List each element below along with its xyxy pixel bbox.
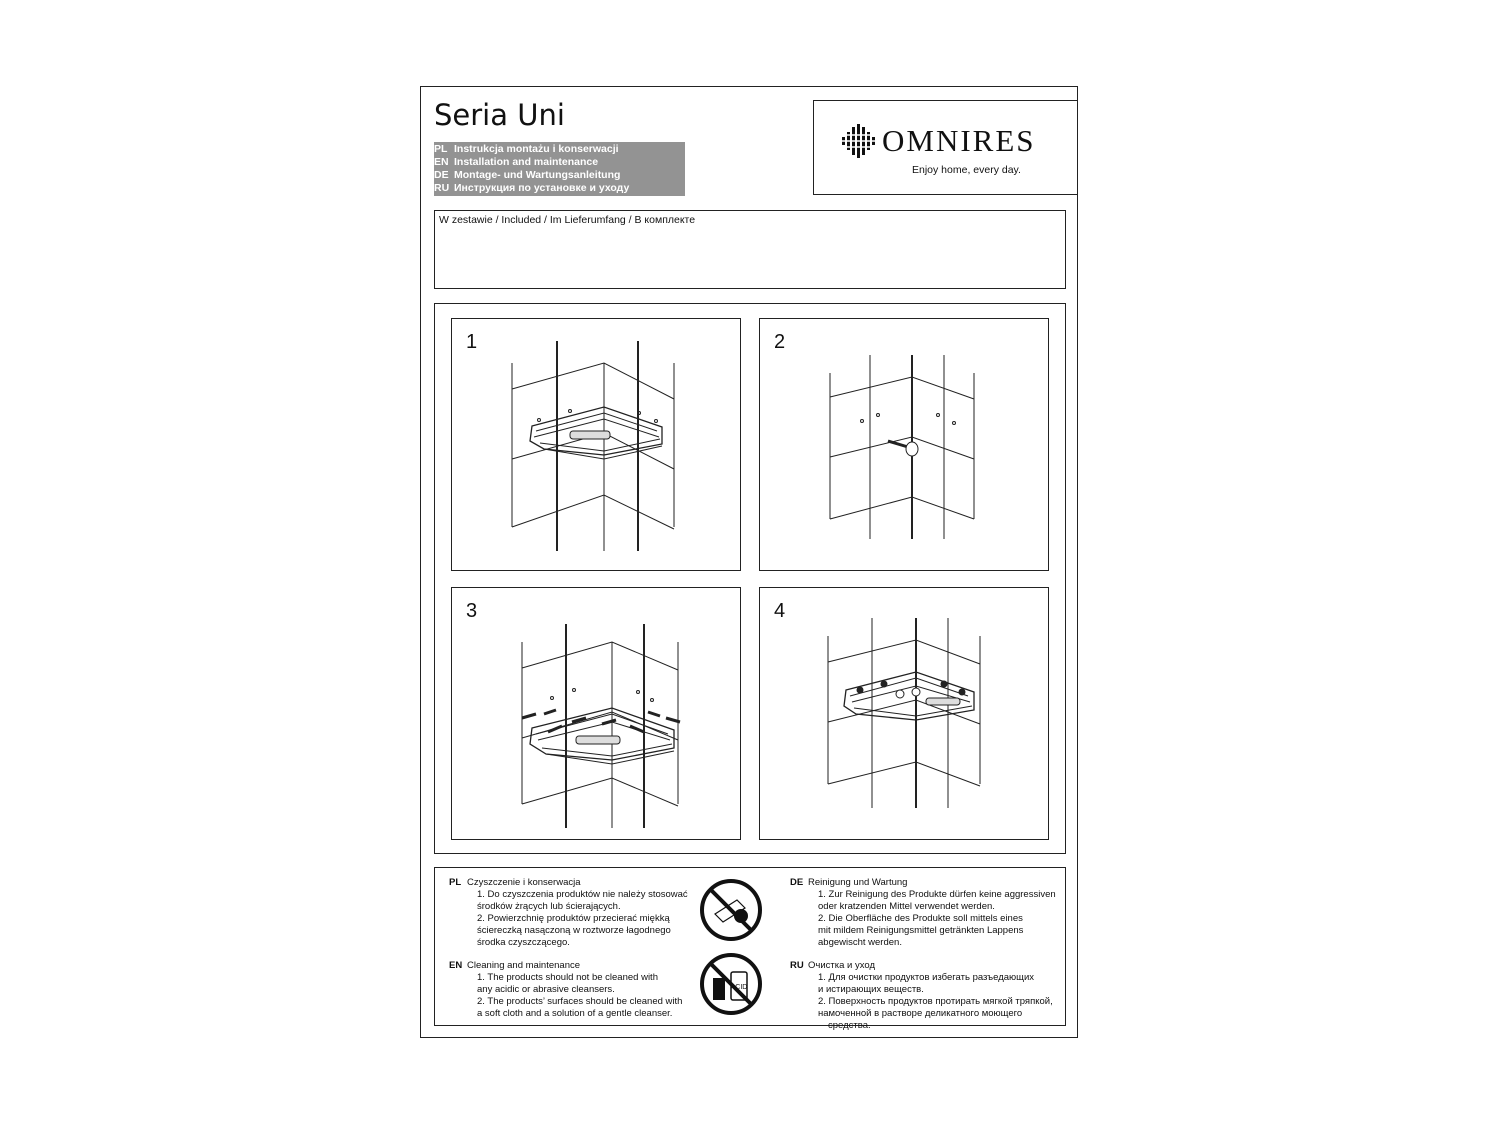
brand-name: OMNIRES bbox=[882, 123, 1036, 158]
care-title: Cleaning and maintenance bbox=[467, 960, 581, 971]
care-line: any acidic or abrasive cleansers. bbox=[477, 984, 615, 995]
instruction-sheet bbox=[420, 86, 1078, 1038]
language-row-de bbox=[434, 169, 685, 182]
step-number: 4 bbox=[774, 600, 786, 622]
care-block-de bbox=[790, 877, 1065, 949]
no-acid-icon bbox=[699, 952, 763, 1016]
brand-tagline: Enjoy home, every day. bbox=[912, 164, 1021, 176]
care-language-code: RU bbox=[790, 960, 804, 971]
care-line: ściereczką nasączoną w roztworze łagodnego bbox=[477, 925, 671, 936]
step-number: 1 bbox=[466, 331, 478, 353]
care-line: środka czyszczącego. bbox=[477, 937, 570, 948]
language-code: RU bbox=[434, 182, 450, 194]
care-line: намоченной в растворе деликатного моющего средства. bbox=[818, 1008, 1023, 1031]
language-row-en bbox=[434, 156, 685, 169]
language-text: Installation and maintenance bbox=[454, 156, 599, 168]
care-line: oder kratzenden Mittel verwendet werden. bbox=[818, 901, 995, 912]
page-title: Seria Uni bbox=[434, 98, 565, 132]
care-line: 2. Поверхность продуктов протирать мягкой тряпкой, bbox=[818, 996, 1053, 1007]
acid-label: ACID bbox=[730, 984, 748, 991]
care-line: mit mildem Reinigungsmittel getränkten Lappens bbox=[818, 925, 1024, 936]
care-section bbox=[434, 867, 1066, 1031]
care-line: abgewischt werden. bbox=[818, 937, 902, 948]
step-4-panel bbox=[759, 587, 1049, 840]
care-line: 1. Для очистки продуктов избегать разъедающих bbox=[818, 972, 1035, 983]
care-line: 2. Powierzchnię produktów przecierać miękką bbox=[477, 913, 670, 924]
care-block-en bbox=[449, 960, 699, 1020]
corner-wall-drilling-illustration bbox=[760, 319, 1050, 572]
language-code: PL bbox=[434, 143, 448, 155]
corner-basket-mounted-illustration bbox=[452, 319, 742, 572]
language-code: DE bbox=[434, 169, 449, 181]
no-abrasive-icon bbox=[699, 878, 763, 942]
care-line: 2. The products’ surfaces should be cleaned with bbox=[477, 996, 683, 1007]
steps-frame bbox=[434, 303, 1066, 854]
care-line: 2. Die Oberfläche des Produkte soll mittels eines bbox=[818, 913, 1023, 924]
brand-logo-box bbox=[813, 100, 1078, 195]
step-3-panel bbox=[451, 587, 741, 840]
care-line: a soft cloth and a solution of a gentle cleanser. bbox=[477, 1008, 673, 1019]
language-text: Инструкция по установке и уходу bbox=[454, 182, 630, 194]
care-line: и истирающих веществ. bbox=[818, 984, 924, 995]
care-block-pl bbox=[449, 877, 699, 949]
step-2-panel bbox=[759, 318, 1049, 571]
corner-basket-attached-illustration bbox=[760, 588, 1050, 841]
language-bar bbox=[434, 142, 685, 196]
language-text: Montage- und Wartungsanleitung bbox=[454, 169, 621, 181]
care-line: 1. Do czyszczenia produktów nie należy stosować bbox=[477, 889, 688, 900]
care-line: 1. The products should not be cleaned with bbox=[477, 972, 658, 983]
language-text: Instrukcja montażu i konserwacji bbox=[454, 143, 619, 155]
language-code: EN bbox=[434, 156, 449, 168]
care-block-ru bbox=[790, 960, 1065, 1032]
care-language-code: EN bbox=[449, 960, 463, 971]
care-title: Reinigung und Wartung bbox=[808, 877, 908, 888]
care-language-code: PL bbox=[449, 877, 462, 888]
care-title: Очистка и уход bbox=[808, 960, 875, 971]
step-number: 3 bbox=[466, 600, 478, 622]
included-box bbox=[434, 210, 1066, 289]
language-row-pl bbox=[434, 143, 685, 156]
care-language-code: DE bbox=[790, 877, 804, 888]
care-title: Czyszczenie i konserwacja bbox=[467, 877, 581, 888]
step-1-panel bbox=[451, 318, 741, 571]
step-number: 2 bbox=[774, 331, 786, 353]
care-line: środków żrących lub ścierających. bbox=[477, 901, 621, 912]
language-row-ru bbox=[434, 182, 685, 195]
corner-basket-screws-illustration bbox=[452, 588, 742, 841]
care-line: 1. Zur Reinigung des Produkte dürfen keine aggressiven bbox=[818, 889, 1056, 900]
included-label: W zestawie / Included / Im Lieferumfang / В комплекте bbox=[439, 214, 696, 226]
omnires-logo-icon bbox=[840, 123, 876, 159]
